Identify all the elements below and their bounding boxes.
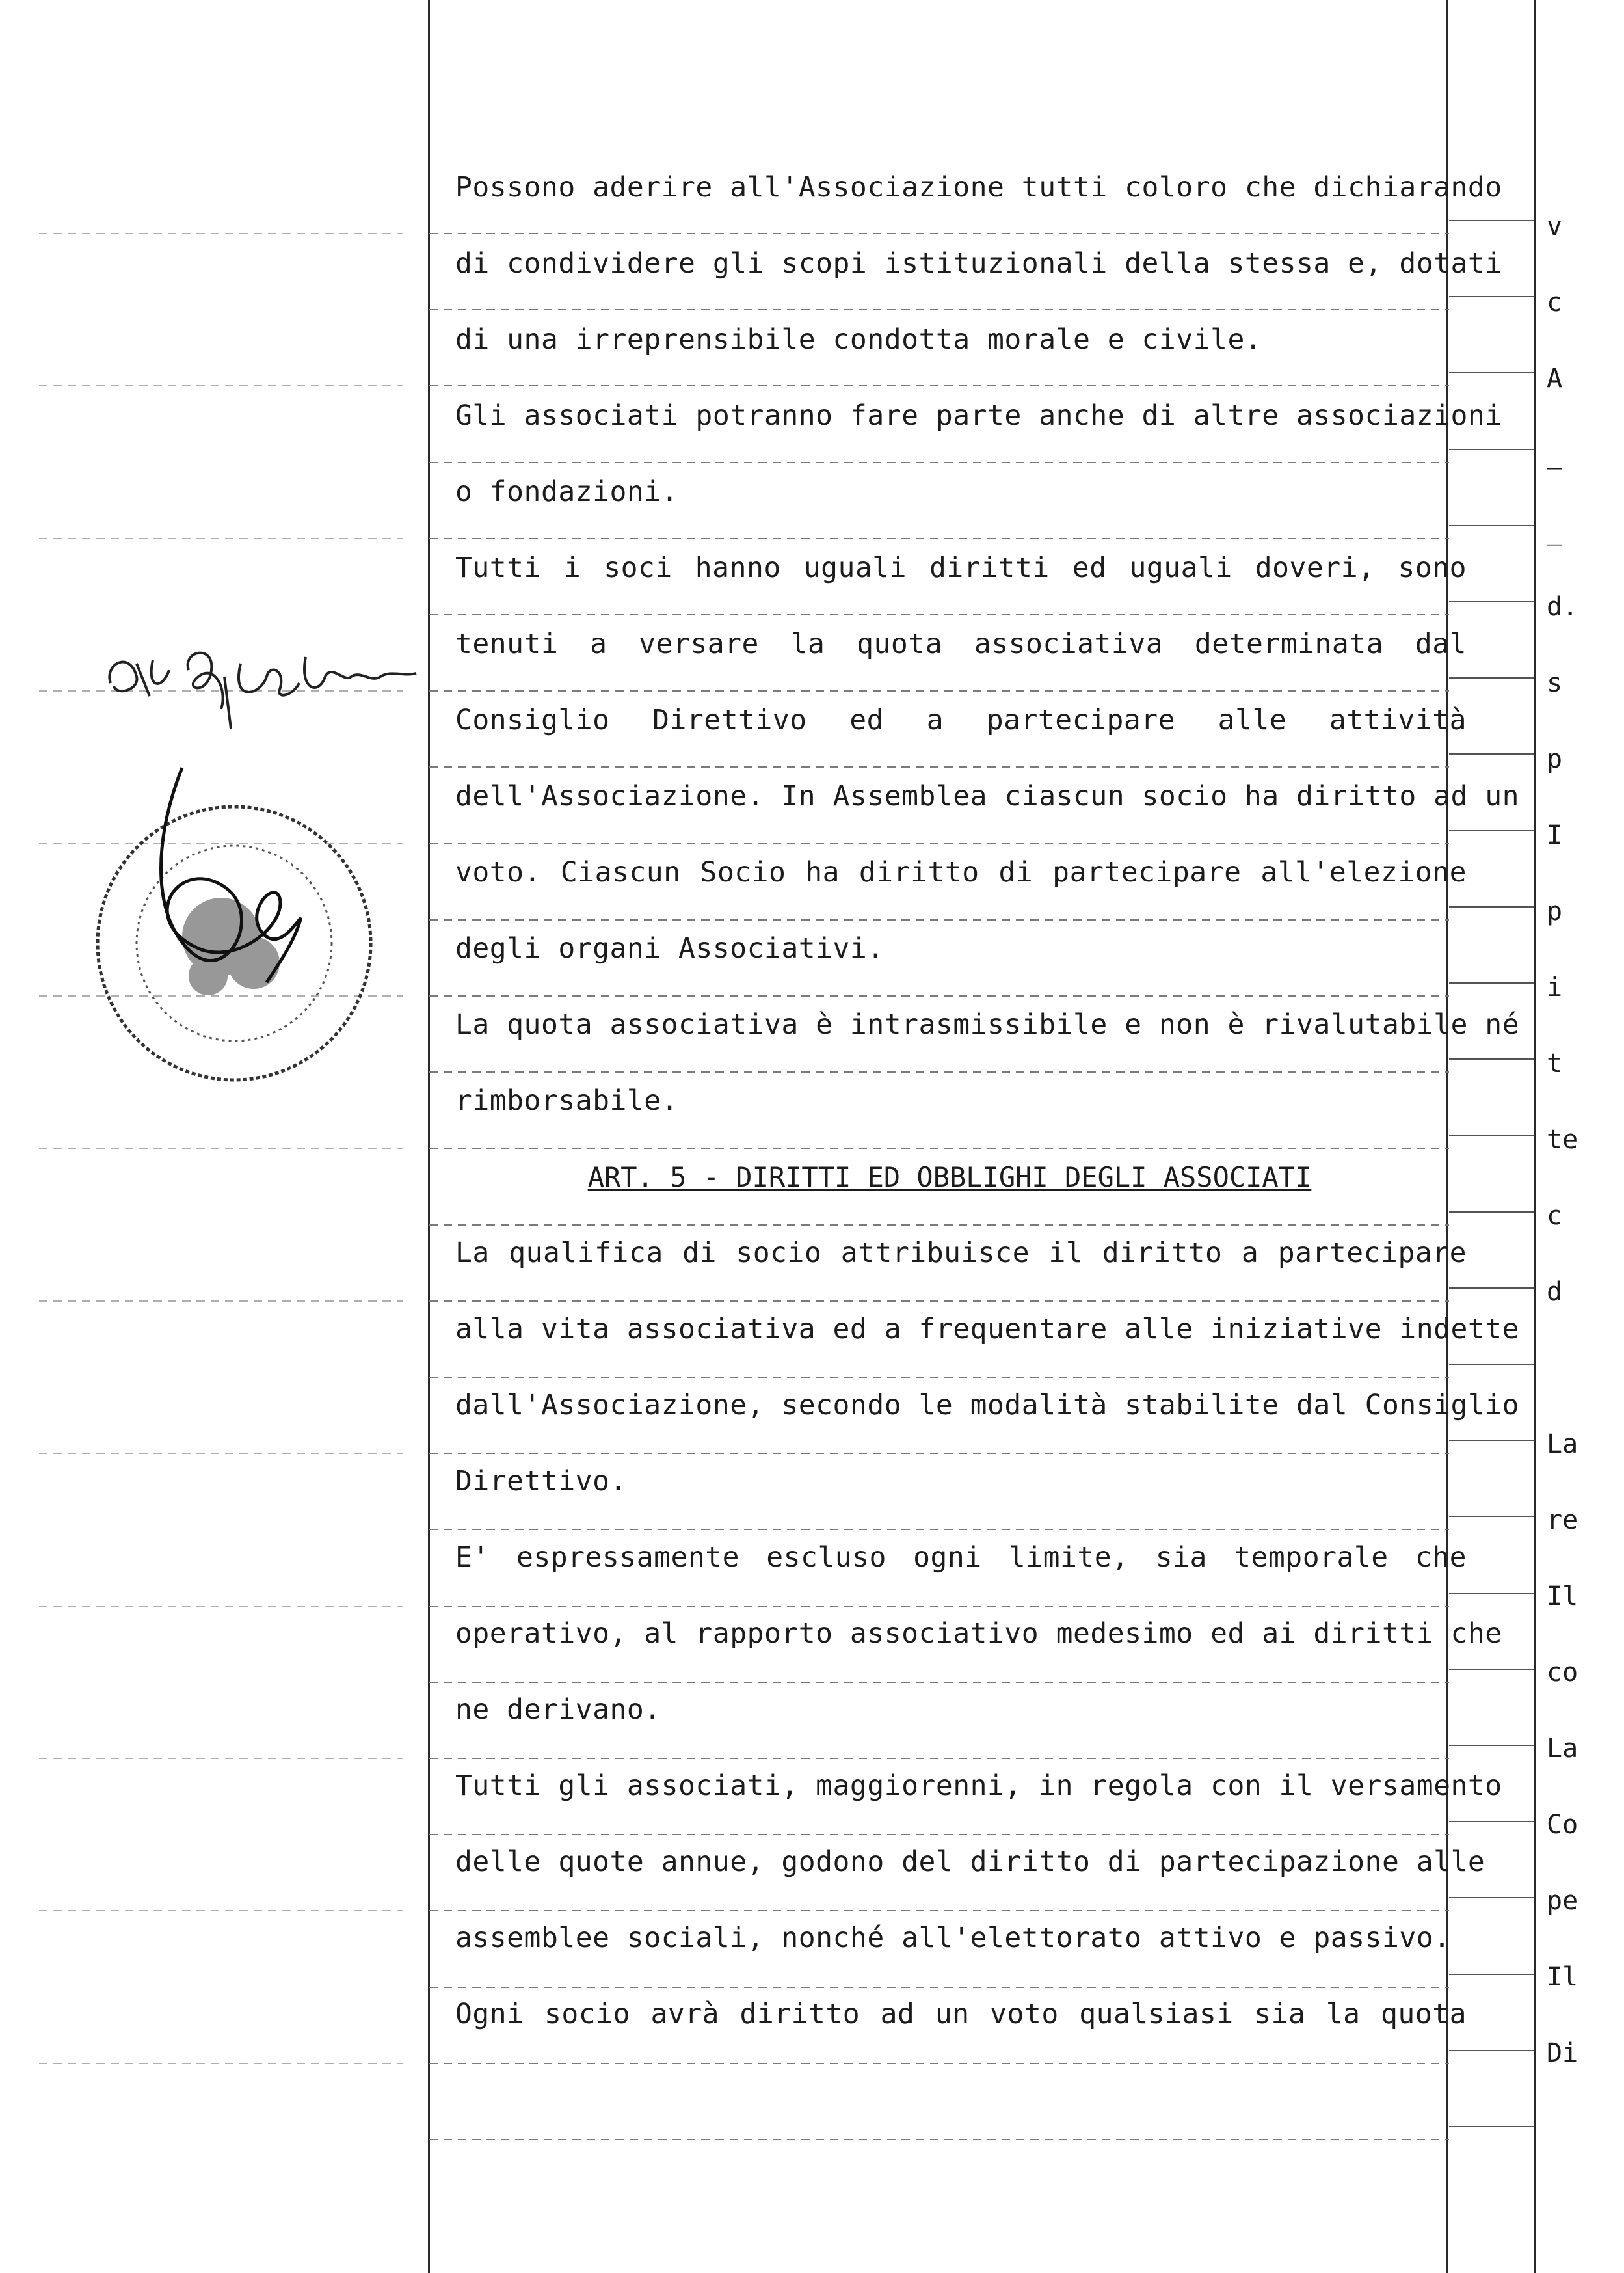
- text-line: La quota associativa è intrasmissibile e non è rivalutabile né: [455, 1008, 1520, 1041]
- adjacent-page-fragment: p: [1547, 744, 1563, 774]
- ruled-line: [39, 1453, 403, 1454]
- text-line: Possono aderire all'Associazione tutti coloro che dichiarando: [455, 171, 1502, 204]
- adjacent-page-rule: [1534, 0, 1536, 2273]
- ruled-line: [39, 1148, 403, 1149]
- ruled-line: [39, 1606, 403, 1607]
- adjacent-page-fragment: s: [1547, 668, 1563, 698]
- adjacent-page-fragment: Di: [1547, 2038, 1578, 2068]
- adjacent-page-fragment: re: [1547, 1505, 1578, 1535]
- adjacent-page-fragment: pe: [1547, 1886, 1578, 1916]
- adjacent-page-fragment: co: [1547, 1658, 1578, 1688]
- adjacent-page-fragment: La: [1547, 1734, 1578, 1764]
- adjacent-page-fragment: i: [1547, 973, 1563, 1002]
- handwritten-signature: [91, 625, 429, 735]
- ruled-line: [39, 1910, 403, 1911]
- text-line: La qualifica di socio attribuisce il diritto a partecipare: [455, 1237, 1467, 1269]
- text-line: ne derivano.: [455, 1693, 661, 1726]
- text-line: dall'Associazione, secondo le modalità stabilite dal Consiglio: [455, 1389, 1520, 1421]
- text-line: di condividere gli scopi istituzionali della stessa e, dotati: [455, 247, 1502, 280]
- adjacent-page-fragment: t: [1547, 1049, 1563, 1079]
- text-line: Tutti gli associati, maggiorenni, in regola con il versamento: [455, 1769, 1502, 1802]
- adjacent-page-fragment: v: [1547, 211, 1563, 241]
- text-line: o fondazioni.: [455, 476, 679, 508]
- article-text: [455, 150, 1520, 2052]
- adjacent-page-fragment: d: [1547, 1277, 1563, 1307]
- text-line: Gli associati potranno fare parte anche di altre associazioni: [455, 399, 1502, 432]
- article-heading: ART. 5 - DIRITTI ED OBBLIGHI DEGLI ASSOCIATI: [587, 1161, 1312, 1193]
- adjacent-page-fragment: La: [1547, 1429, 1578, 1459]
- ruled-line: [429, 2063, 1449, 2064]
- ruled-line: [39, 2063, 403, 2064]
- text-line: voto. Ciascun Socio ha diritto di partecipare all'elezione: [455, 856, 1467, 889]
- ruled-line: [39, 1758, 403, 1759]
- adjacent-page-fragment: _: [1547, 516, 1563, 546]
- adjacent-page-column: [1547, 189, 1624, 2091]
- text-line: rimborsabile.: [455, 1084, 679, 1117]
- text-line: alla vita associativa ed a frequentare alle iniziative indette: [455, 1313, 1520, 1345]
- ruled-line: [39, 233, 403, 234]
- text-line: dell'Associazione. In Assemblea ciascun socio ha diritto ad un: [455, 780, 1520, 813]
- left-margin-rule: [428, 0, 430, 2273]
- ruled-line: [39, 385, 403, 386]
- adjacent-page-fragment: _: [1547, 440, 1563, 470]
- adjacent-page-fragment: A: [1547, 364, 1563, 394]
- notary-seal: [72, 755, 390, 1093]
- adjacent-page-fragment: te: [1547, 1125, 1578, 1155]
- text-line: di una irreprensibile condotta morale e civile.: [455, 323, 1262, 356]
- adjacent-page-fragment: Il: [1547, 1581, 1578, 1611]
- adjacent-page-fragment: c: [1547, 1201, 1563, 1231]
- text-line: delle quote annue, godono del diritto di partecipazione alle: [455, 1846, 1485, 1878]
- adjacent-page-fragment: Il: [1547, 1962, 1578, 1992]
- adjacent-page-fragment: I: [1547, 820, 1563, 850]
- ruled-line: [39, 538, 403, 539]
- text-line: Ogni socio avrà diritto ad un voto qualsiasi sia la quota: [455, 1998, 1467, 2030]
- text-line: Tutti i soci hanno uguali diritti ed uguali doveri, sono: [455, 552, 1467, 584]
- text-line: Consiglio Direttivo ed a partecipare alle attività: [455, 704, 1467, 736]
- adjacent-page-fragment: [1547, 1330, 1624, 1406]
- text-line: tenuti a versare la quota associativa determinata dal: [455, 628, 1467, 660]
- adjacent-page-fragment: Co: [1547, 1810, 1578, 1840]
- text-line: Direttivo.: [455, 1465, 627, 1498]
- text-line: E' espressamente escluso ogni limite, sia temporale che: [455, 1541, 1467, 1574]
- ruled-line: [429, 2139, 1449, 2140]
- text-line: assemblee sociali, nonché all'elettorato attivo e passivo.: [455, 1922, 1451, 1954]
- text-line: degli organi Associativi.: [455, 932, 885, 965]
- adjacent-page-fragment: d.: [1547, 592, 1578, 622]
- adjacent-page-fragment: c: [1547, 288, 1563, 317]
- text-line: operativo, al rapporto associativo medesimo ed ai diritti che: [455, 1617, 1502, 1650]
- ruled-line: [39, 1300, 403, 1302]
- ruled-line: [1449, 2126, 1534, 2127]
- adjacent-page-fragment: p: [1547, 896, 1563, 926]
